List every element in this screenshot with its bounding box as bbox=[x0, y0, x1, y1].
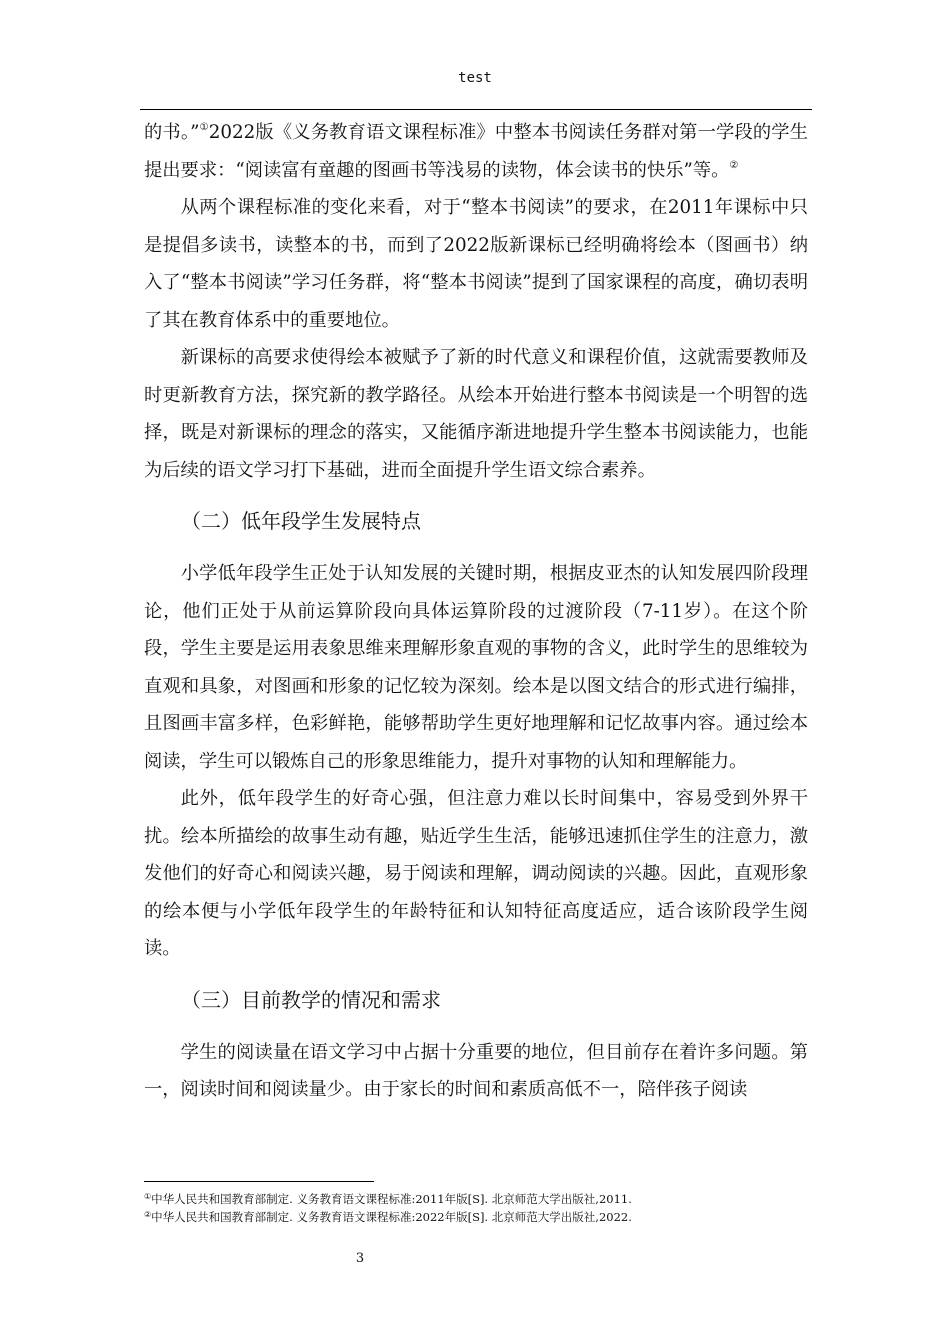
paragraph: 学生的阅读量在语文学习中占据十分重要的地位，但目前存在着许多问题。第一，阅读时间和阅读量少。由于家长的时间和素质高低不一，陪伴孩子阅读 bbox=[144, 1041, 808, 1100]
footnotes bbox=[144, 1190, 814, 1226]
paragraph: 小学低年段学生正处于认知发展的关键时期，根据皮亚杰的认知发展四阶段理论，他们正处于从前运算阶段向具体运算阶段的过渡阶段（7-11岁）。在这个阶段，学生主要是运用表象思维来理解形象直观的事物的含义，此时学生的思维较为直观和具象，对图画和形象的记忆较为深刻。绘本是以图文结合的形式进行编排，且图画丰富多样，色彩鲜艳，能够帮助学生更好地理解和记忆故事内容。通过绘本阅读，学生可以锻炼自己的形象思维能力，提升对事物的认知和理解能力。 bbox=[144, 563, 808, 772]
footnote-rule bbox=[144, 1181, 374, 1182]
footnote-ref-2[interactable]: ② bbox=[729, 159, 739, 171]
footnote bbox=[144, 1208, 814, 1226]
body-text bbox=[144, 114, 808, 1109]
section-heading: （三）目前教学的情况和需求 bbox=[181, 987, 441, 1012]
paragraph: 从两个课程标准的变化来看，对于“整本书阅读”的要求，在2011年课标中只是提倡多读书，读整本的书，而到了2022版新课标已经明确将绘本（图画书）纳入了“整本书阅读”学习任务群，将“整本书阅读”提到了国家课程的高度，确切表明了其在教育体系中的重要地位。 bbox=[144, 197, 808, 331]
section-heading: （二）低年段学生发展特点 bbox=[181, 509, 421, 533]
running-header: test bbox=[458, 70, 492, 86]
footnote-mark: ① bbox=[144, 1192, 152, 1201]
page-number: 3 bbox=[355, 1251, 365, 1266]
footnote bbox=[144, 1190, 814, 1208]
paragraph-continuation bbox=[144, 114, 808, 189]
footnote-mark: ② bbox=[144, 1210, 152, 1219]
paragraph: 此外，低年段学生的好奇心强，但注意力难以长时间集中，容易受到外界干扰。绘本所描绘的故事生动有趣，贴近学生生活，能够迅速抓住学生的注意力，激发他们的好奇心和阅读兴趣，易于阅读和理解，调动阅读的兴趣。因此，直观形象的绘本便与小学低年段学生的年龄特征和认知特征高度适应，适合该阶段学生阅读。 bbox=[144, 788, 808, 959]
footnote-text: 中华人民共和国教育部制定. 义务教育语文课程标准:2011年版[S]. 北京师范大学出版社,2011. bbox=[151, 1192, 632, 1206]
paragraph: 新课标的高要求使得绘本被赋予了新的时代意义和课程价值，这就需要教师及时更新教育方法，探究新的教学路径。从绘本开始进行整本书阅读是一个明智的选择，既是对新课标的理念的落实，又能循序渐进地提升学生整本书阅读能力，也能为后续的语文学习打下基础，进而全面提升学生语文综合素养。 bbox=[144, 347, 808, 481]
paragraph-text: 的书。” bbox=[144, 122, 200, 143]
footnote-ref-1[interactable]: ① bbox=[199, 122, 209, 133]
footnote-text: 中华人民共和国教育部制定. 义务教育语文课程标准:2022年版[S]. 北京师范大学出版社,2022. bbox=[151, 1210, 632, 1224]
paragraph-text: 2022版《义务教育语文课程标准》中整本书阅读任务群对第一学段的学生提出要求：“阅读富有童趣的图画书等浅易的读物，体会读书的快乐”等。 bbox=[144, 122, 809, 181]
header-rule bbox=[140, 109, 812, 110]
